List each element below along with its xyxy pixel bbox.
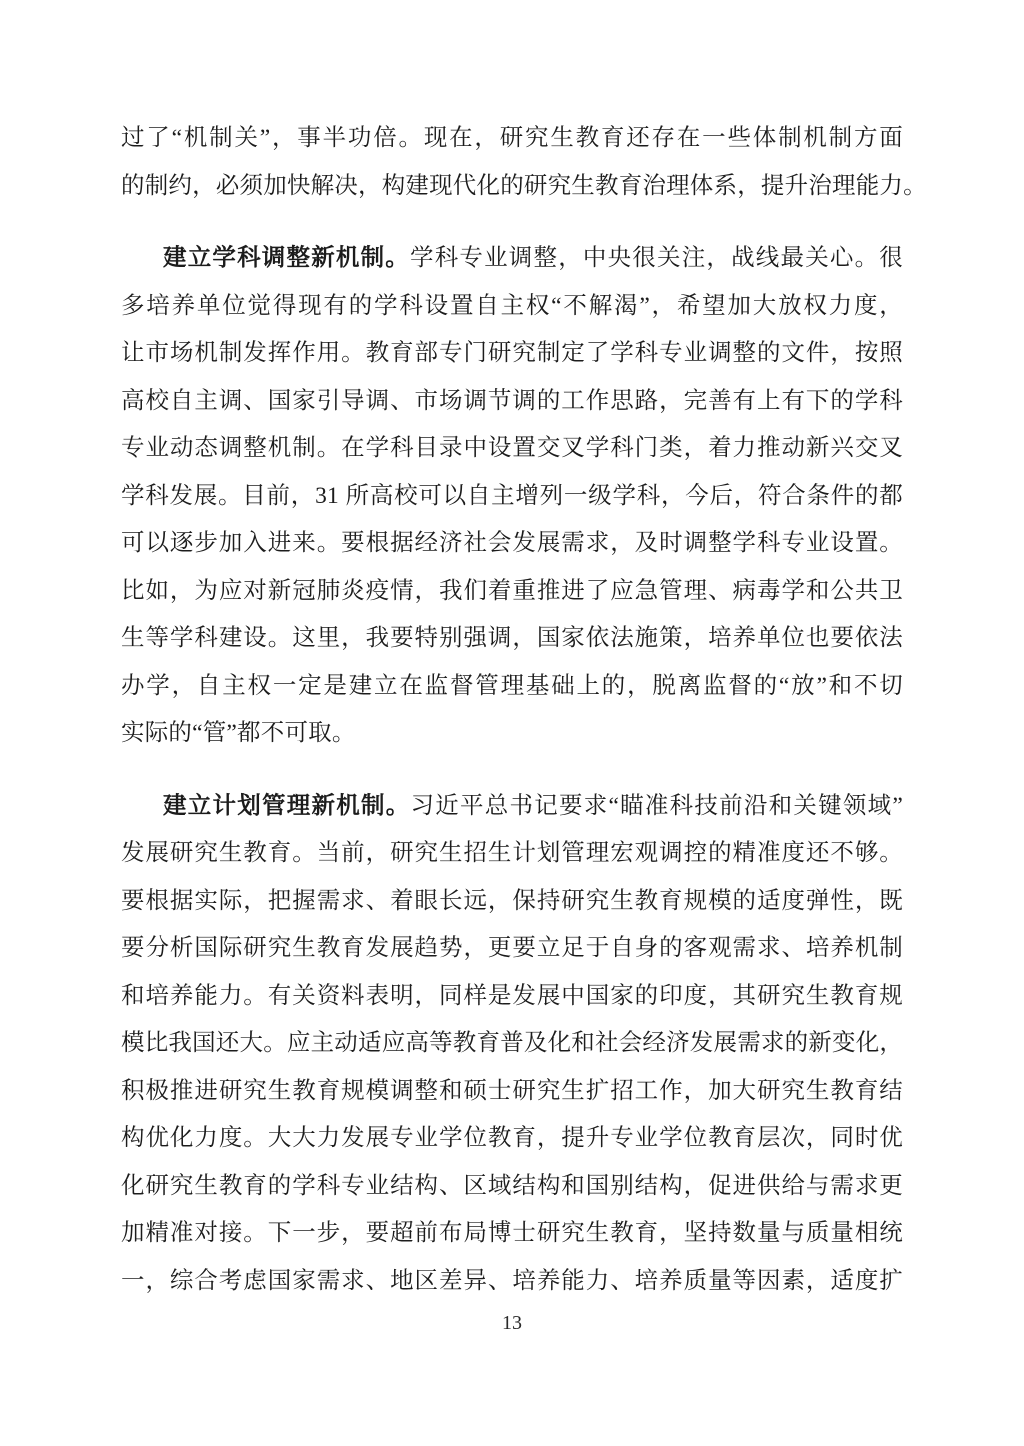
paragraph [121, 235, 903, 758]
text-line: 生等学科建设。这里，我要特别强调，国家依法施策，培养单位也要依法 [121, 625, 903, 651]
text-line: 加精准对接。下一步，要超前布局博士研究生教育，坚持数量与质量相统 [121, 1220, 903, 1246]
text-line [121, 235, 903, 283]
text-line: 积极推进研究生教育规模调整和硕士研究生扩招工作，加大研究生教育结 [121, 1077, 903, 1104]
paragraph-heading: 建立计划管理新机制。 [163, 792, 411, 819]
paragraph-heading: 建立学科调整新机制。 [163, 245, 410, 271]
text-line: 要根据实际，把握需求、着眼长远，保持研究生教育规模的适度弹性，既 [121, 887, 903, 914]
text-line: 让市场机制发挥作用。教育部专门研究制定了学科专业调整的文件，按照 [121, 340, 903, 366]
text-line: 比如，为应对新冠肺炎疫情，我们着重推进了应急管理、病毒学和公共卫 [121, 577, 903, 604]
text-line: 化研究生教育的学科专业结构、区域结构和国别结构，促进供给与需求更 [121, 1172, 903, 1199]
text-line: 构优化力度。大大力发展专业学位教育，提升专业学位教育层次，同时优 [121, 1125, 903, 1151]
text-line: 实际的“管”都不可取。 [121, 720, 356, 746]
text-line: 学科发展。目前，31 所高校可以自主增列一级学科，今后，符合条件的都 [121, 482, 903, 509]
text-line: 过了“机制关”，事半功倍。现在，研究生教育还存在一些体制机制方面 [121, 125, 903, 151]
text-line: 多培养单位觉得现有的学科设置自主权“不解渴”，希望加大放权力度， [121, 292, 903, 319]
text-line: 发展研究生教育。当前，研究生招生计划管理宏观调控的精准度还不够。 [121, 840, 903, 866]
text-line: 高校自主调、国家引导调、市场调节调的工作思路，完善有上有下的学科 [121, 387, 903, 414]
text-line: 要分析国际研究生教育发展趋势，更要立足于自身的客观需求、培养机制 [121, 935, 903, 961]
text-line: 办学，自主权一定是建立在监督管理基础上的，脱离监督的“放”和不切 [121, 672, 903, 699]
paragraph [121, 115, 927, 210]
text-line: 一，综合考虑国家需求、地区差异、培养能力、培养质量等因素，适度扩 [121, 1267, 903, 1294]
text-line: 的制约，必须加快解决，构建现代化的研究生教育治理体系，提升治理能力。 [121, 172, 927, 199]
text-line: 可以逐步加入进来。要根据经济社会发展需求，及时调整学科专业设置。 [121, 530, 903, 556]
text-line: 专业动态调整机制。在学科目录中设置交叉学科门类，着力推动新兴交叉 [121, 435, 903, 461]
text-line: 和培养能力。有关资料表明，同样是发展中国家的印度，其研究生教育规 [121, 982, 903, 1009]
text-run: 习近平总书记要求“瞄准科技前沿和关键领域” [410, 792, 904, 819]
text-run: 学科专业调整，中央很关注，战线最关心。很 [410, 245, 903, 271]
text-line [121, 783, 903, 831]
page-number: 13 [502, 1312, 522, 1334]
paragraph [121, 783, 903, 1306]
text-line: 模比我国还大。应主动适应高等教育普及化和社会经济发展需求的新变化， [121, 1030, 904, 1056]
document-body [121, 115, 927, 1305]
